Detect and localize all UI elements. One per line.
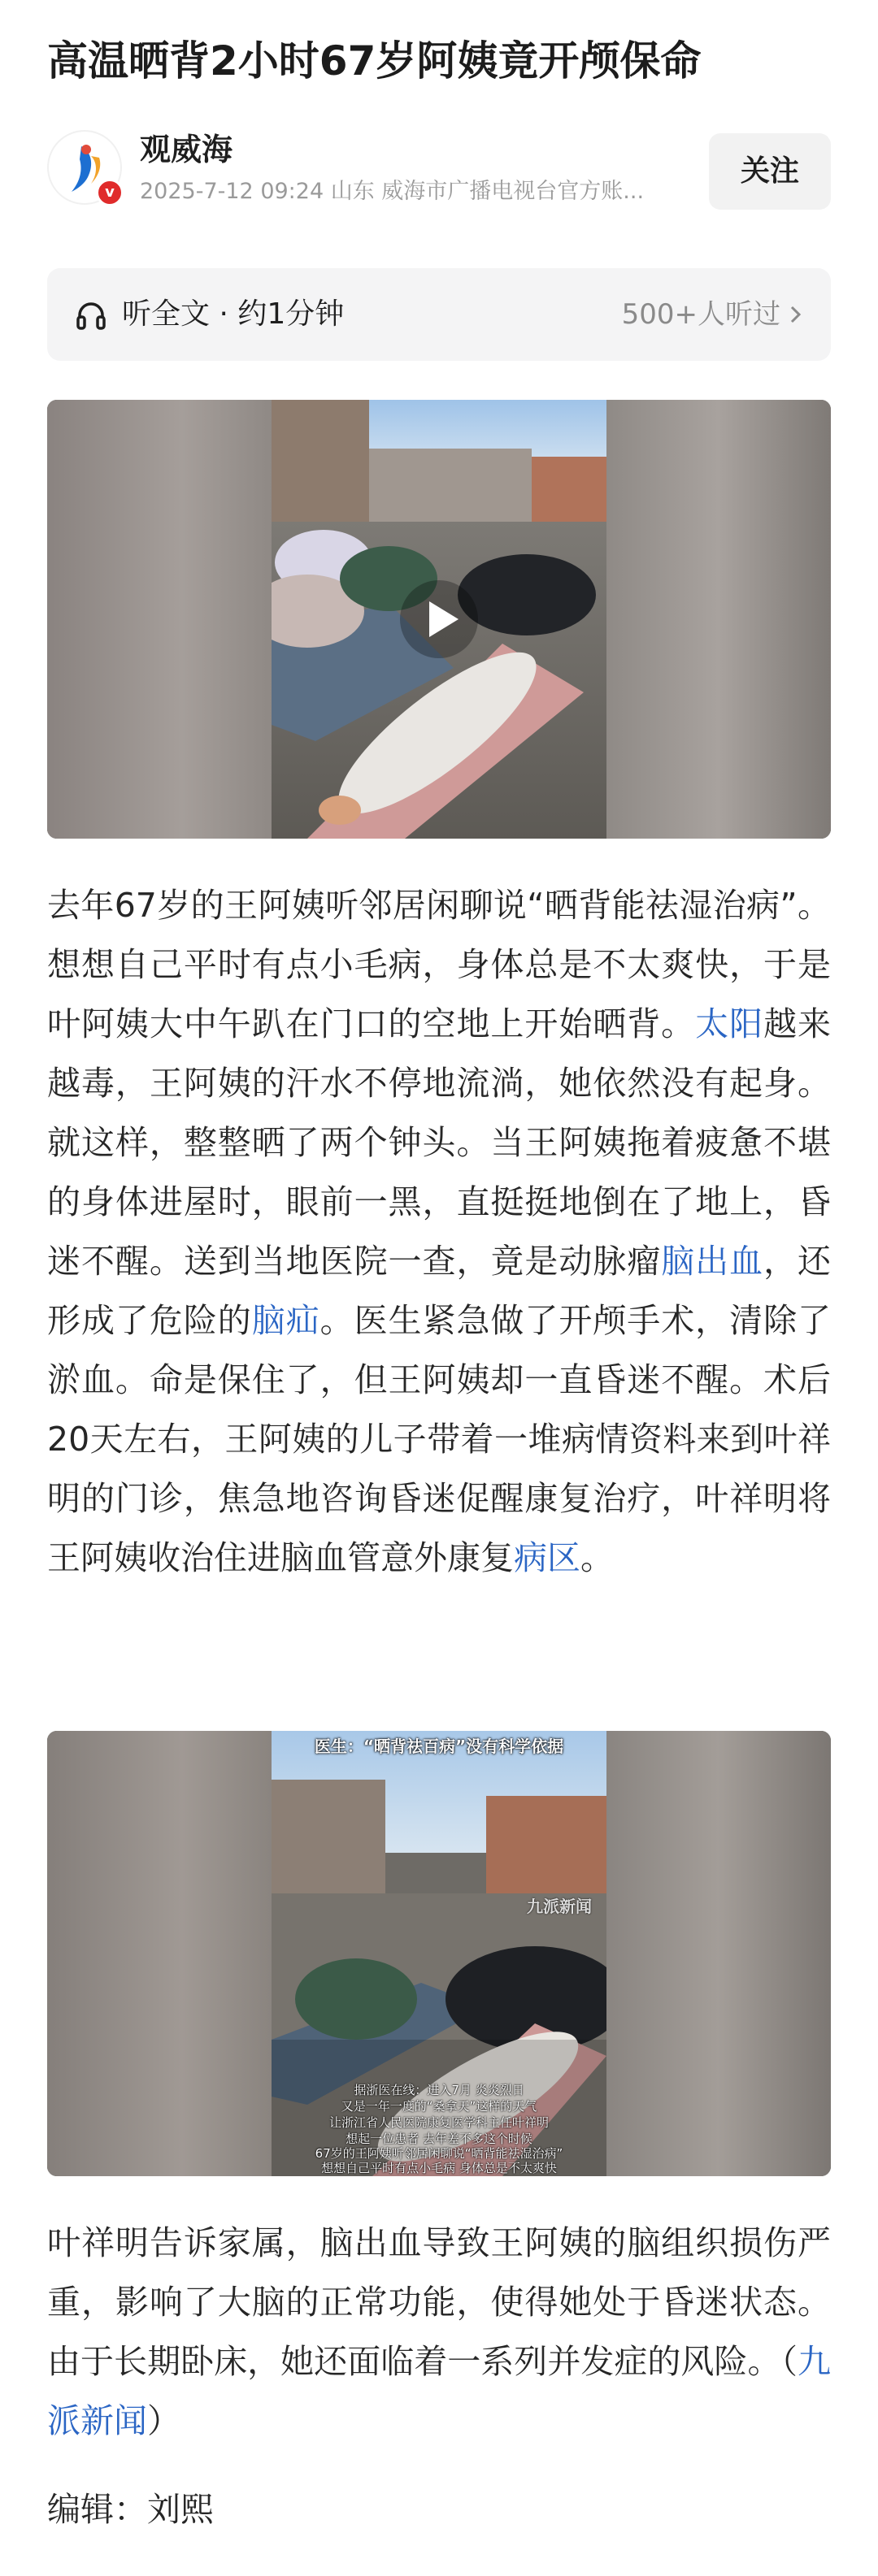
video-2-overlay-line: 想想自己平时有点小毛病 身体总是不太爽快: [321, 2161, 557, 2175]
article-title: 高温晒背2小时67岁阿姨竟开颅保命: [47, 37, 702, 85]
paragraph-1-text-c: ，还形成了危险的: [47, 1242, 832, 1340]
verified-badge-icon: v: [96, 179, 124, 206]
video-blur-left: [47, 400, 272, 839]
paragraph-2-close: ）: [147, 2401, 180, 2440]
article-paragraph-2: [47, 2214, 831, 2451]
video-2-blur-left: [47, 1731, 272, 2176]
video-2-blur-right: [606, 1731, 831, 2176]
author-row: [47, 130, 831, 218]
play-button[interactable]: [400, 580, 478, 658]
listen-count: 500+人听过: [621, 298, 780, 331]
link-brain-herniation[interactable]: 脑疝: [251, 1301, 320, 1340]
play-icon: [400, 580, 478, 658]
video-player-2[interactable]: [47, 1731, 831, 2176]
paragraph-1-text-a: 去年67岁的王阿姨听邻居闲聊说“晒背能祛湿治病”。想想自己平时有点小毛病，身体总是不太爽快，于是叶阿姨大中午趴在门口的空地上开始晒背。: [47, 886, 831, 1043]
follow-button[interactable]: 关注: [709, 133, 831, 210]
paragraph-1-text-e: 。: [580, 1538, 614, 1577]
author-meta: 2025-7-12 09:24 山东 威海市广播电视台官方账...: [140, 179, 645, 204]
listen-full-text-bar[interactable]: [47, 268, 831, 361]
author-name[interactable]: 观威海: [140, 132, 233, 167]
video-player-1[interactable]: [47, 400, 831, 839]
video-2-overlay-line: 又是一年一度的“桑拿天”这样的天气: [341, 2099, 537, 2114]
video-2-overlay-line: 据浙医在线：进入7月 炎炎烈日: [354, 2083, 524, 2097]
chevron-right-icon: [787, 304, 805, 325]
headphone-icon: [75, 299, 107, 332]
video-blur-right: [606, 400, 831, 839]
editor-credit: 编辑：刘熙: [47, 2490, 214, 2529]
paragraph-1-text-d: 。医生紧急做了开颅手术，清除了淤血。命是保住了，但王阿姨却一直昏迷不醒。术后20天左右，王阿姨的儿子带着一堆病情资料来到叶祥明的门诊，焦急地咨询昏迷促醒康复治疗，叶祥明将王阿姨收治住进脑血管意外康复: [47, 1301, 832, 1577]
source-link[interactable]: 九派新闻: [47, 2342, 831, 2440]
link-ward[interactable]: 病区: [514, 1538, 580, 1577]
video-2-overlay-line: 让浙江省人民医院康复医学科主任叶祥明: [328, 2115, 549, 2130]
video-2-watermark: 九派新闻: [527, 1897, 592, 1916]
video-2-overlay-line: 67岁的王阿姨听邻居闲聊说“晒背能祛湿治病”: [315, 2146, 563, 2161]
listen-label: 听全文 · 约1分钟: [122, 297, 345, 331]
video-2-overlay-line: 想起一位患者 去年差不多这个时候: [346, 2131, 532, 2146]
paragraph-1-text-b: 越来越毒，王阿姨的汗水不停地流淌，她依然没有起身。就这样，整整晒了两个钟头。当王阿姨拖着疲惫不堪的身体进屋时，眼前一黑，直挺挺地倒在了地上，昏迷不醒。送到当地医院一查，竟是动脉瘤: [47, 1004, 832, 1281]
article-paragraph-1: [47, 876, 831, 1588]
link-sun[interactable]: 太阳: [695, 1004, 764, 1043]
paragraph-2-text: 叶祥明告诉家属，脑出血导致王阿姨的脑组织损伤严重，影响了大脑的正常功能，使得她处于昏迷状态。由于长期卧床，她还面临着一系列并发症的风险。（: [47, 2223, 831, 2381]
link-cerebral-hemorrhage[interactable]: 脑出血: [661, 1242, 764, 1281]
video-2-caption: 医生：“晒背祛百病”没有科学依据: [314, 1737, 564, 1756]
